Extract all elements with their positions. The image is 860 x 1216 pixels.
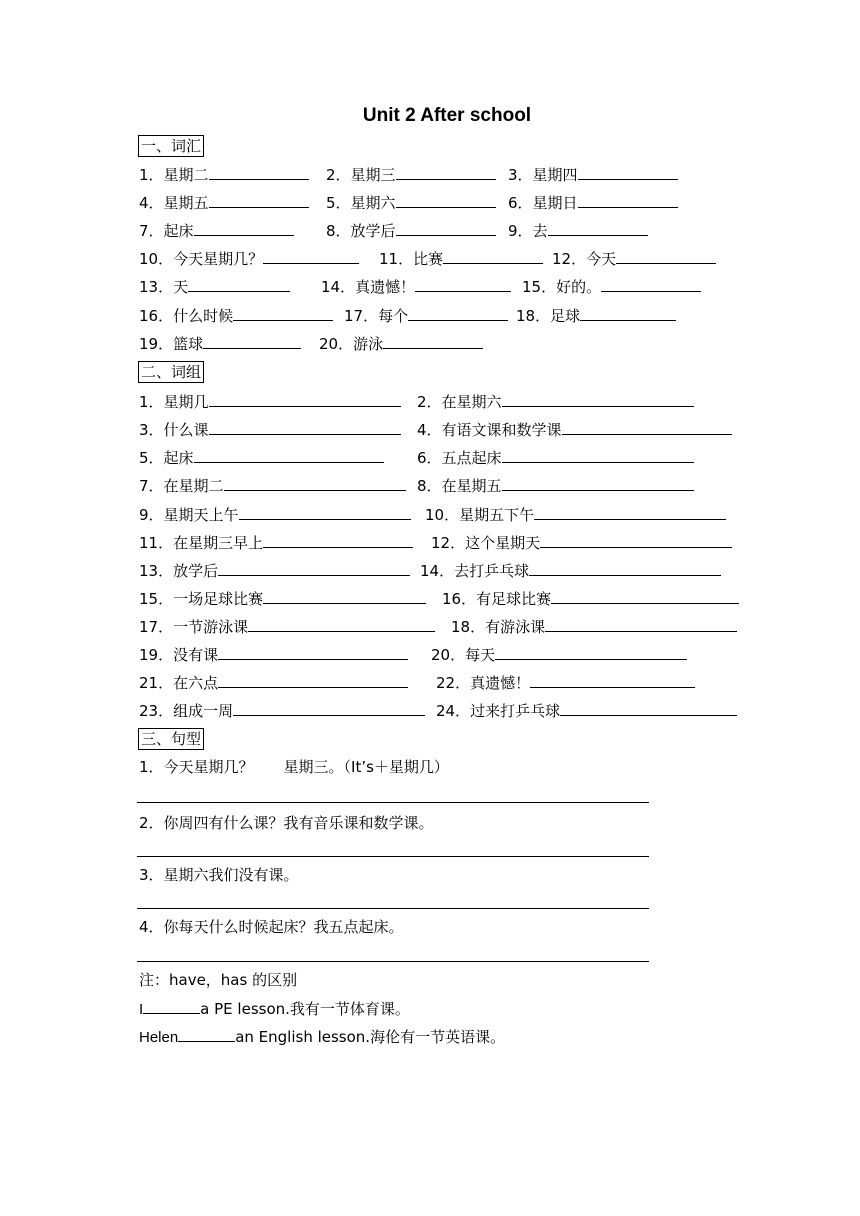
phrase-item: 9．星期天上午: [139, 503, 411, 526]
answer-line[interactable]: [137, 802, 649, 803]
phrase-item: 16．有足球比赛: [442, 587, 739, 610]
phrase-item: 24．过来打乒乓球: [436, 699, 737, 722]
answer-blank[interactable]: [502, 390, 694, 407]
answer-blank[interactable]: [578, 191, 678, 208]
answer-blank[interactable]: [562, 418, 732, 435]
phrase-item: 10．星期五下午: [425, 503, 726, 526]
answer-blank[interactable]: [263, 587, 426, 604]
answer-blank[interactable]: [143, 997, 200, 1014]
answer-blank[interactable]: [534, 503, 726, 520]
phrase-item: 1．星期几: [139, 390, 401, 413]
sentence-prompt: 3．星期六我们没有课。: [139, 866, 299, 884]
phrase-item: 22．真遗憾！: [436, 671, 695, 694]
answer-blank[interactable]: [540, 531, 732, 548]
answer-blank[interactable]: [203, 332, 301, 349]
answer-blank[interactable]: [218, 671, 408, 688]
answer-blank[interactable]: [383, 332, 483, 349]
section-heading-sentences: 三、句型: [138, 728, 204, 750]
vocab-item: 7．起床: [139, 219, 294, 242]
answer-blank[interactable]: [396, 219, 496, 236]
sentence-prompt: 4．你每天什么时候起床？我五点起床。: [139, 918, 404, 936]
vocab-item: 3．星期四: [508, 163, 678, 186]
answer-line[interactable]: [137, 856, 649, 857]
phrase-item: 21．在六点: [139, 671, 408, 694]
answer-blank[interactable]: [551, 587, 739, 604]
phrase-item: 15．一场足球比赛: [139, 587, 426, 610]
vocab-item: 10．今天星期几？: [139, 247, 359, 270]
vocab-item: 20．游泳: [319, 332, 483, 355]
answer-blank[interactable]: [396, 191, 496, 208]
phrase-item: 5．起床: [139, 446, 384, 469]
phrase-item: 8．在星期五: [417, 474, 694, 497]
answer-blank[interactable]: [233, 699, 425, 716]
note-title: 注：have，has 的区别: [139, 971, 298, 989]
answer-blank[interactable]: [408, 304, 508, 321]
answer-blank[interactable]: [502, 474, 694, 491]
answer-blank[interactable]: [601, 275, 701, 292]
answer-blank[interactable]: [495, 643, 687, 660]
phrase-item: 19．没有课: [139, 643, 408, 666]
vocab-item: 1．星期二: [139, 163, 309, 186]
vocab-item: 2．星期三: [326, 163, 496, 186]
vocab-item: 6．星期日: [508, 191, 678, 214]
vocab-item: 8．放学后: [326, 219, 496, 242]
answer-blank[interactable]: [616, 247, 716, 264]
answer-blank[interactable]: [209, 191, 309, 208]
answer-blank[interactable]: [209, 163, 309, 180]
vocab-item: 14．真遗憾！: [321, 275, 511, 298]
answer-blank[interactable]: [545, 615, 737, 632]
answer-blank[interactable]: [209, 390, 401, 407]
answer-blank[interactable]: [580, 304, 676, 321]
answer-line[interactable]: [137, 908, 649, 909]
answer-blank[interactable]: [529, 559, 721, 576]
vocab-item: 9．去: [508, 219, 648, 242]
answer-blank[interactable]: [194, 446, 384, 463]
page-title: Unit 2 After school: [362, 105, 532, 126]
phrase-item: 17．一节游泳课: [139, 615, 435, 638]
section-heading-phrases: 二、词组: [138, 361, 204, 383]
vocab-item: 5．星期六: [326, 191, 496, 214]
vocab-item: 18．足球: [516, 304, 676, 327]
section-heading-vocab: 一、词汇: [138, 135, 204, 157]
note-example-2: Helen an English lesson.海伦有一节英语课。: [139, 1025, 505, 1047]
answer-blank[interactable]: [263, 531, 413, 548]
answer-blank[interactable]: [530, 671, 695, 688]
answer-blank[interactable]: [396, 163, 496, 180]
answer-blank[interactable]: [248, 615, 435, 632]
answer-blank[interactable]: [239, 503, 411, 520]
phrase-item: 11．在星期三早上: [139, 531, 413, 554]
vocab-item: 11．比赛: [379, 247, 543, 270]
answer-blank[interactable]: [188, 275, 290, 292]
answer-blank[interactable]: [224, 474, 406, 491]
answer-blank[interactable]: [178, 1025, 235, 1042]
vocab-item: 16．什么时候: [139, 304, 333, 327]
answer-blank[interactable]: [263, 247, 359, 264]
vocab-item: 15．好的。: [522, 275, 701, 298]
answer-blank[interactable]: [218, 559, 410, 576]
phrase-item: 7．在星期二: [139, 474, 406, 497]
answer-blank[interactable]: [578, 163, 678, 180]
vocab-item: 4．星期五: [139, 191, 309, 214]
phrase-item: 18．有游泳课: [451, 615, 737, 638]
phrase-item: 13．放学后: [139, 559, 410, 582]
answer-blank[interactable]: [560, 699, 737, 716]
vocab-item: 12．今天: [552, 247, 716, 270]
sentence-prompt: 1．今天星期几？ 星期三。（It’s＋星期几）: [139, 758, 449, 776]
answer-blank[interactable]: [443, 247, 543, 264]
phrase-item: 6．五点起床: [417, 446, 694, 469]
answer-blank[interactable]: [233, 304, 333, 321]
phrase-item: 2．在星期六: [417, 390, 694, 413]
sentence-prompt: 2．你周四有什么课？我有音乐课和数学课。: [139, 814, 434, 832]
phrase-item: 23．组成一周: [139, 699, 425, 722]
phrase-item: 20．每天: [431, 643, 687, 666]
note-example-1: I a PE lesson.我有一节体育课。: [139, 997, 410, 1019]
answer-blank[interactable]: [209, 418, 401, 435]
phrase-item: 14．去打乒乓球: [420, 559, 721, 582]
answer-blank[interactable]: [218, 643, 408, 660]
vocab-item: 19．篮球: [139, 332, 301, 355]
vocab-item: 17．每个: [344, 304, 508, 327]
answer-blank[interactable]: [548, 219, 648, 236]
phrase-item: 4．有语文课和数学课: [417, 418, 732, 441]
answer-blank[interactable]: [502, 446, 694, 463]
answer-line[interactable]: [137, 961, 649, 962]
phrase-item: 3．什么课: [139, 418, 401, 441]
answer-blank[interactable]: [415, 275, 511, 292]
phrase-item: 12．这个星期天: [431, 531, 732, 554]
answer-blank[interactable]: [194, 219, 294, 236]
vocab-item: 13．天: [139, 275, 290, 298]
